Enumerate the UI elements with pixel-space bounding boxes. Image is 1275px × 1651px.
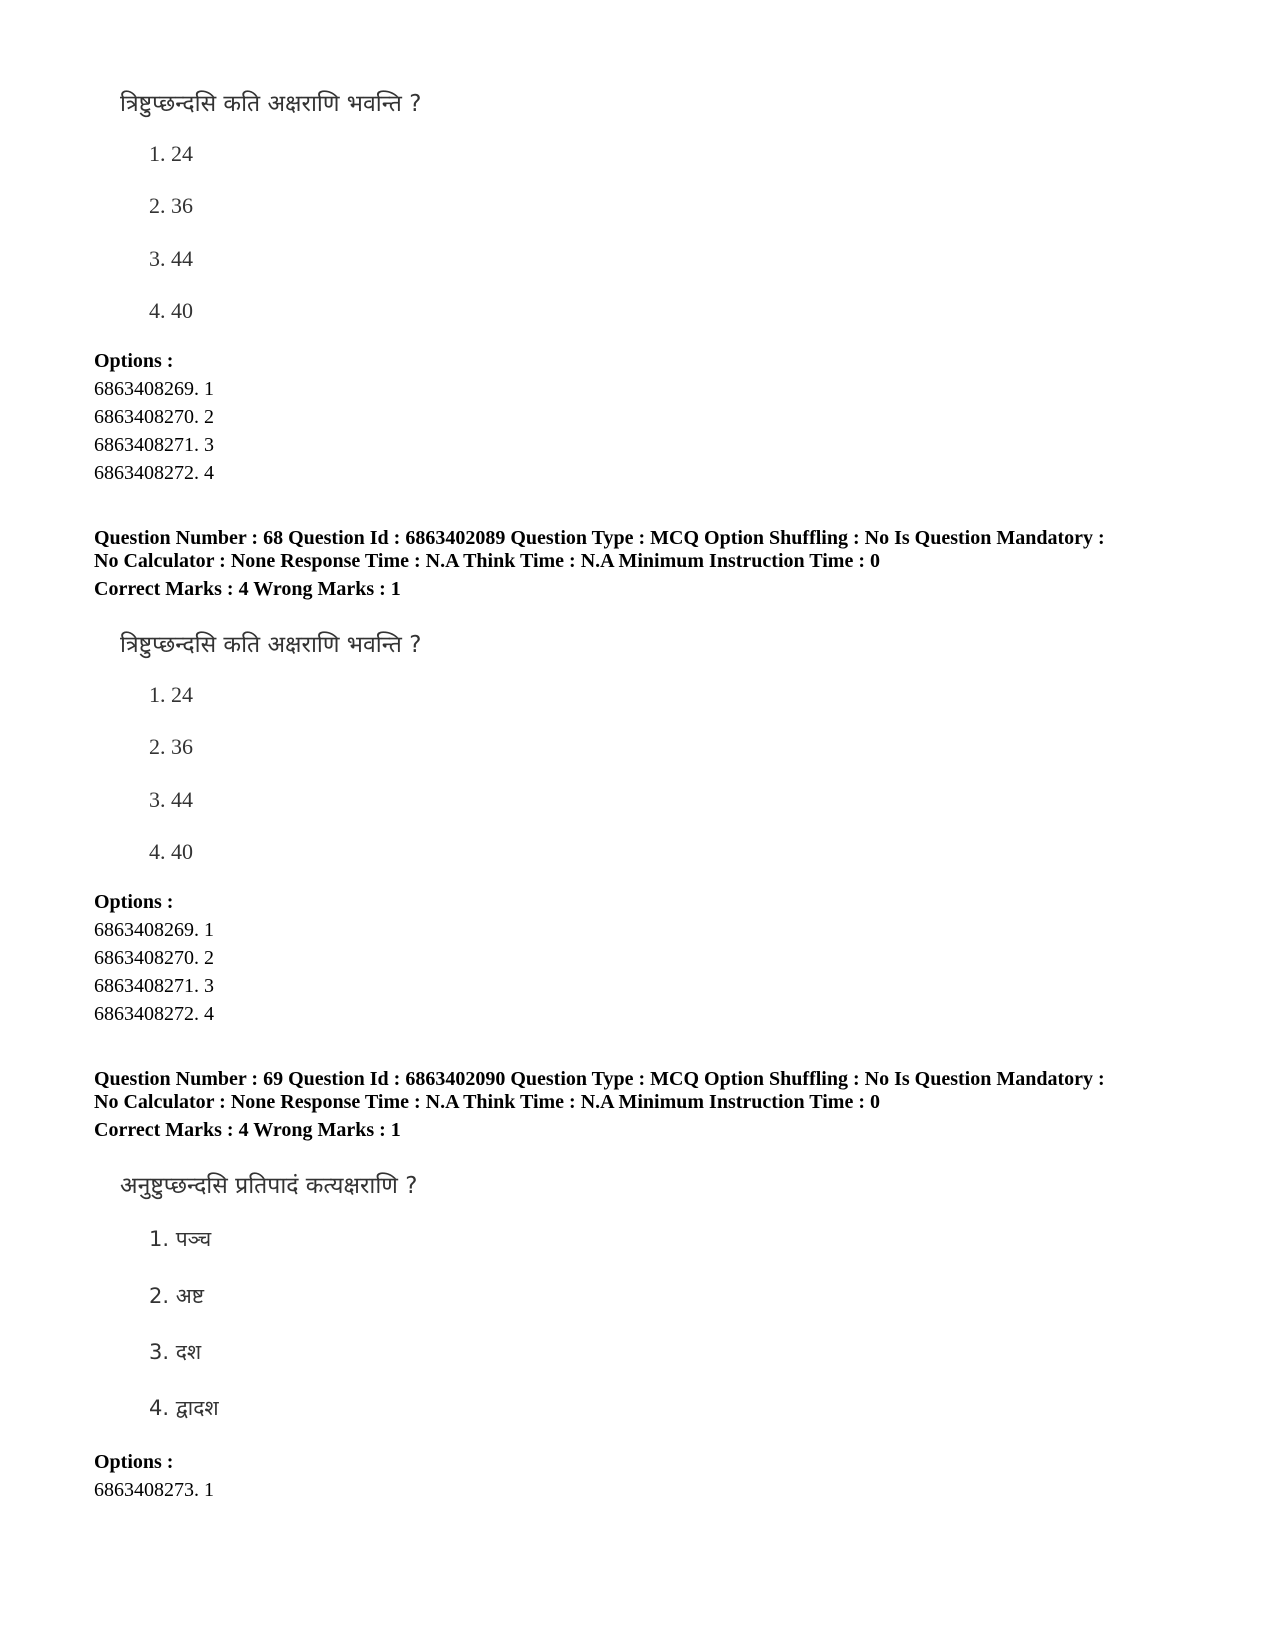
option-id-line: 6863408272. 4 <box>94 462 214 484</box>
question-marks: Correct Marks : 4 Wrong Marks : 1 <box>94 1119 401 1141</box>
question-meta-line2: No Calculator : None Response Time : N.A Think Time : N.A Minimum Instruction Time : 0 <box>94 550 880 572</box>
choice-4: 4. 40 <box>149 298 193 323</box>
option-id-line: 6863408272. 4 <box>94 1003 214 1025</box>
question-text: त्रिष्टुप्छन्दसि कति अक्षराणि भवन्ति ? <box>120 91 422 117</box>
choice-4-text: 4. द्वादश <box>149 1396 219 1420</box>
choice-4: 4. 40 <box>149 839 193 864</box>
choice-3: 3. 44 <box>149 246 193 271</box>
option-id-line: 6863408271. 3 <box>94 975 214 997</box>
choice-2: 2. 36 <box>149 193 193 218</box>
question-meta-line1: Question Number : 69 Question Id : 6863402090 Question Type : MCQ Option Shuffling : No Is Question Mandatory : <box>94 1068 1105 1090</box>
question-marks: Correct Marks : 4 Wrong Marks : 1 <box>94 578 401 600</box>
options-label: Options : <box>94 1451 174 1473</box>
option-id-line: 6863408273. 1 <box>94 1479 214 1501</box>
question-text: अनुष्टुप्छन्दसि प्रतिपादं कत्यक्षराणि ? <box>120 1173 418 1199</box>
option-id-line: 6863408271. 3 <box>94 434 214 456</box>
question-meta-line2: No Calculator : None Response Time : N.A Think Time : N.A Minimum Instruction Time : 0 <box>94 1091 880 1113</box>
options-label: Options : <box>94 350 174 372</box>
choice-3: 3. 44 <box>149 787 193 812</box>
choice-3-text: 3. दश <box>149 1340 202 1364</box>
question-text: त्रिष्टुप्छन्दसि कति अक्षराणि भवन्ति ? <box>120 632 422 658</box>
choice-3 <box>149 1338 201 1366</box>
option-id-line: 6863408269. 1 <box>94 378 214 400</box>
question-meta-line1: Question Number : 68 Question Id : 6863402089 Question Type : MCQ Option Shuffling : No Is Question Mandatory : <box>94 527 1105 549</box>
choice-2 <box>149 1282 204 1310</box>
choice-4 <box>149 1394 219 1422</box>
choice-1-text: 1. पञ्च <box>149 1227 212 1251</box>
options-label: Options : <box>94 891 174 913</box>
choice-1: 1. 24 <box>149 141 193 166</box>
choice-1 <box>149 1225 211 1253</box>
option-id-line: 6863408269. 1 <box>94 919 214 941</box>
choice-1: 1. 24 <box>149 682 193 707</box>
choice-2-text: 2. अष्ट <box>149 1284 205 1308</box>
choice-2: 2. 36 <box>149 734 193 759</box>
option-id-line: 6863408270. 2 <box>94 947 214 969</box>
option-id-line: 6863408270. 2 <box>94 406 214 428</box>
